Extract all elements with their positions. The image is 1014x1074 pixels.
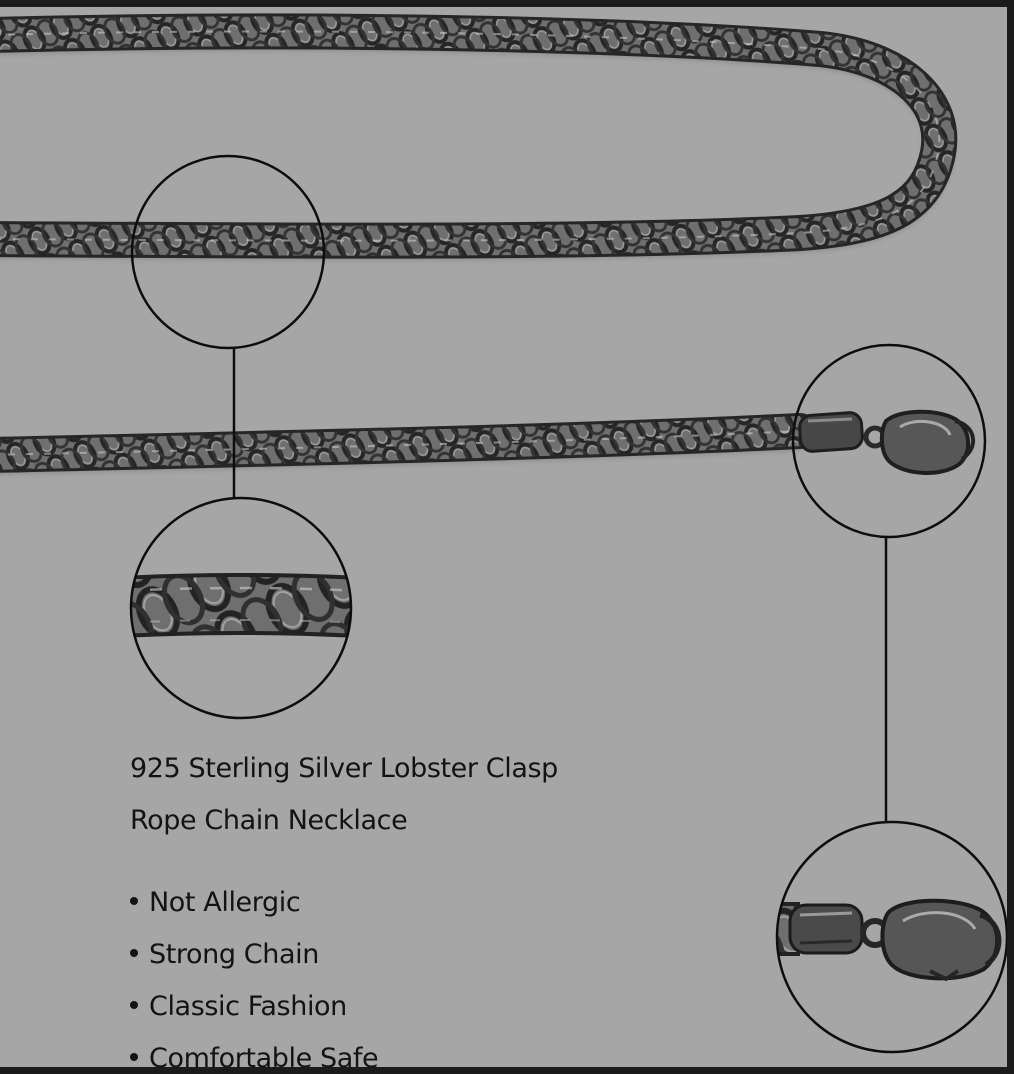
product-title-line-2: Rope Chain Necklace <box>130 805 408 836</box>
feature-item: Not Allergic <box>130 877 378 929</box>
product-title-line-1: 925 Sterling Silver Lobster Clasp <box>130 753 558 784</box>
feature-item: Strong Chain <box>130 929 378 981</box>
bullet-icon <box>130 1053 138 1061</box>
bullet-icon <box>130 949 138 957</box>
feature-list <box>130 877 378 1067</box>
image-panel <box>0 7 1007 1067</box>
feature-item: Comfortable Safe <box>130 1033 378 1067</box>
bullet-icon <box>130 1001 138 1009</box>
bullet-icon <box>130 897 138 905</box>
feature-item: Classic Fashion <box>130 981 378 1033</box>
